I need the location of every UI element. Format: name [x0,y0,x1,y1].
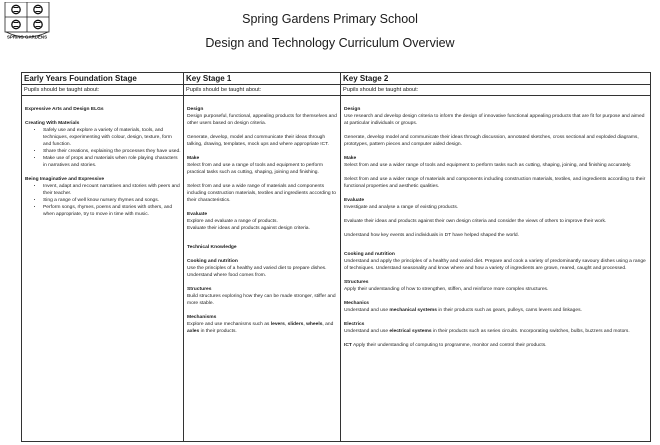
ks2-design-text: Generate, develop model and communicate their ideas through discussion, annotated sketches, cross sectional and exploded diagrams, prototypes, pattern pieces and computer aided design. [344,135,639,147]
ks2-mechanics-heading: Mechanics [344,301,370,306]
ks2-electrics-text: Understand and use electrical systems in their products such as series circuits. Incorporating switches, bulbs, buzzers and motors. [344,329,630,334]
ks2-electrics-heading: Electrics [344,322,365,327]
list-item: • Invent, adapt and recount narratives and stories with peers and their teacher. [43,183,181,197]
ks1-heading: Key Stage 1 [184,73,340,85]
ks2-structures-heading: Structures [344,280,369,285]
ks2-cooking-heading: Cooking and nutrition [344,252,395,257]
ks1-make-text: Select from and use a wide range of materials and components including construction materials, textiles and ingredients according to their characteristics. [187,184,336,203]
ks2-make-text: Select from and use a wider range of tools and equipment to perform tasks such as cutting, shaping, joining, and finishing accurately. [344,163,632,168]
eyfs-imaginative-heading: Being Imaginative and Expressive [25,177,105,182]
ks2-intro: Pupils should be taught about: [341,85,650,96]
ks2-column [340,73,650,441]
ks1-cooking-text: Use the principles of a healthy and varied diet to prepare dishes. [187,266,327,271]
ks1-design-text: Generate, develop, model and communicate their ideas through talking, drawing, templates, mock ups and where appropriate ICT. [187,135,329,147]
ks1-cooking-text: Understand where food comes from. [187,273,267,278]
list-item: • Make use of props and materials when role playing characters in narratives and stories. [43,155,181,169]
ks1-evaluate-text: Evaluate their ideas and products against design criteria. [187,226,310,231]
list-item: • Share their creations, explaining the processes they have used. [43,148,181,155]
curriculum-table [21,72,651,442]
ks1-cooking-heading: Cooking and nutrition [187,259,238,264]
eyfs-creating-list [25,127,181,169]
ks2-ict-text: ICT Apply their understanding of computing to programme, monitor and control their products. [344,343,547,348]
ks1-design-text: Design purposeful, functional, appealing products for themselves and other users based on design criteria. [187,114,337,126]
logo-text: SPRING GARDENS [6,34,48,40]
ks1-structures-heading: Structures [187,287,212,292]
ks2-mechanics-text: Understand and use mechanical systems in their products such as gears, pulleys, cams levers and linkages. [344,308,582,313]
ks2-make-text: Select from and use a wider range of materials and components including construction materials, textiles, and ingredients according to their functional properties and aesthetic qualities. [344,177,646,189]
ks1-design-heading: Design [187,107,204,112]
ks1-mechanisms-heading: Mechanisms [187,315,217,320]
ks1-column [183,73,340,441]
ks1-evaluate-text: Explore and evaluate a range of products. [187,219,278,224]
ks1-intro: Pupils should be taught about: [184,85,340,96]
eyfs-imaginative-list [25,183,181,218]
ks1-evaluate-heading: Evaluate [187,212,208,217]
list-item: • Safely use and explore a variety of materials, tools, and techniques, experimenting with colour, design, texture, form and function. [43,127,181,148]
list-item: • Perform songs, rhymes, poems and stories with others, and when appropriate, try to move in time with music. [43,204,181,218]
ks1-technical-heading: Technical Knowledge [187,245,237,250]
ks1-mechanisms-text: Explore and use mechanisms such as levers, sliders, wheels, and axles in their products. [187,322,334,334]
ks2-evaluate-text: Investigate and analyse a range of existing products. [344,205,459,210]
ks1-make-heading: Make [187,156,200,161]
document-title: Design and Technology Curriculum Overview [205,36,455,50]
ks2-heading: Key Stage 2 [341,73,650,85]
eyfs-heading: Early Years Foundation Stage [22,73,183,85]
ks1-structures-text: Build structures exploring how they can be made stronger, stiffer and more stable. [187,294,336,306]
eyfs-column [22,73,183,441]
eyfs-elgs-heading: Expressive Arts and Design ELGs [25,107,104,112]
ks2-evaluate-text: Evaluate their ideas and products against their own design criteria and consider the views of others to improve their work. [344,219,607,224]
ks2-evaluate-text: Understand how key events and individuals in DT have helped shaped the world. [344,233,519,238]
eyfs-creating-heading: Creating With Materials [25,121,80,126]
ks2-make-heading: Make [344,156,357,161]
ks2-evaluate-heading: Evaluate [344,198,365,203]
ks2-design-heading: Design [344,107,361,112]
ks1-make-text: Select from and use a range of tools and equipment to perform practical tasks such as cutting, shaping, joining and finishing. [187,163,323,175]
school-name: Spring Gardens Primary School [242,12,418,26]
ks2-structures-text: Apply their understanding of how to strengthen, stiffen, and reinforce more complex structures. [344,287,549,292]
ks2-design-text: Use research and develop design criteria to inform the design of innovative functional appealing products that are fit for purpose and aimed at particular individuals or groups. [344,114,645,126]
ks2-cooking-text: Understand and apply the principles of a healthy and varied diet. Prepare and cook a variety of predominantly savoury dishes using a range of techniques. Understand seasonality and know where and how a variety of ingredients are grown, reared, caught and processed. [344,259,646,271]
eyfs-intro: Pupils should be taught about: [22,85,183,96]
list-item: • Sing a range of well know nursery rhymes and songs. [43,197,181,204]
